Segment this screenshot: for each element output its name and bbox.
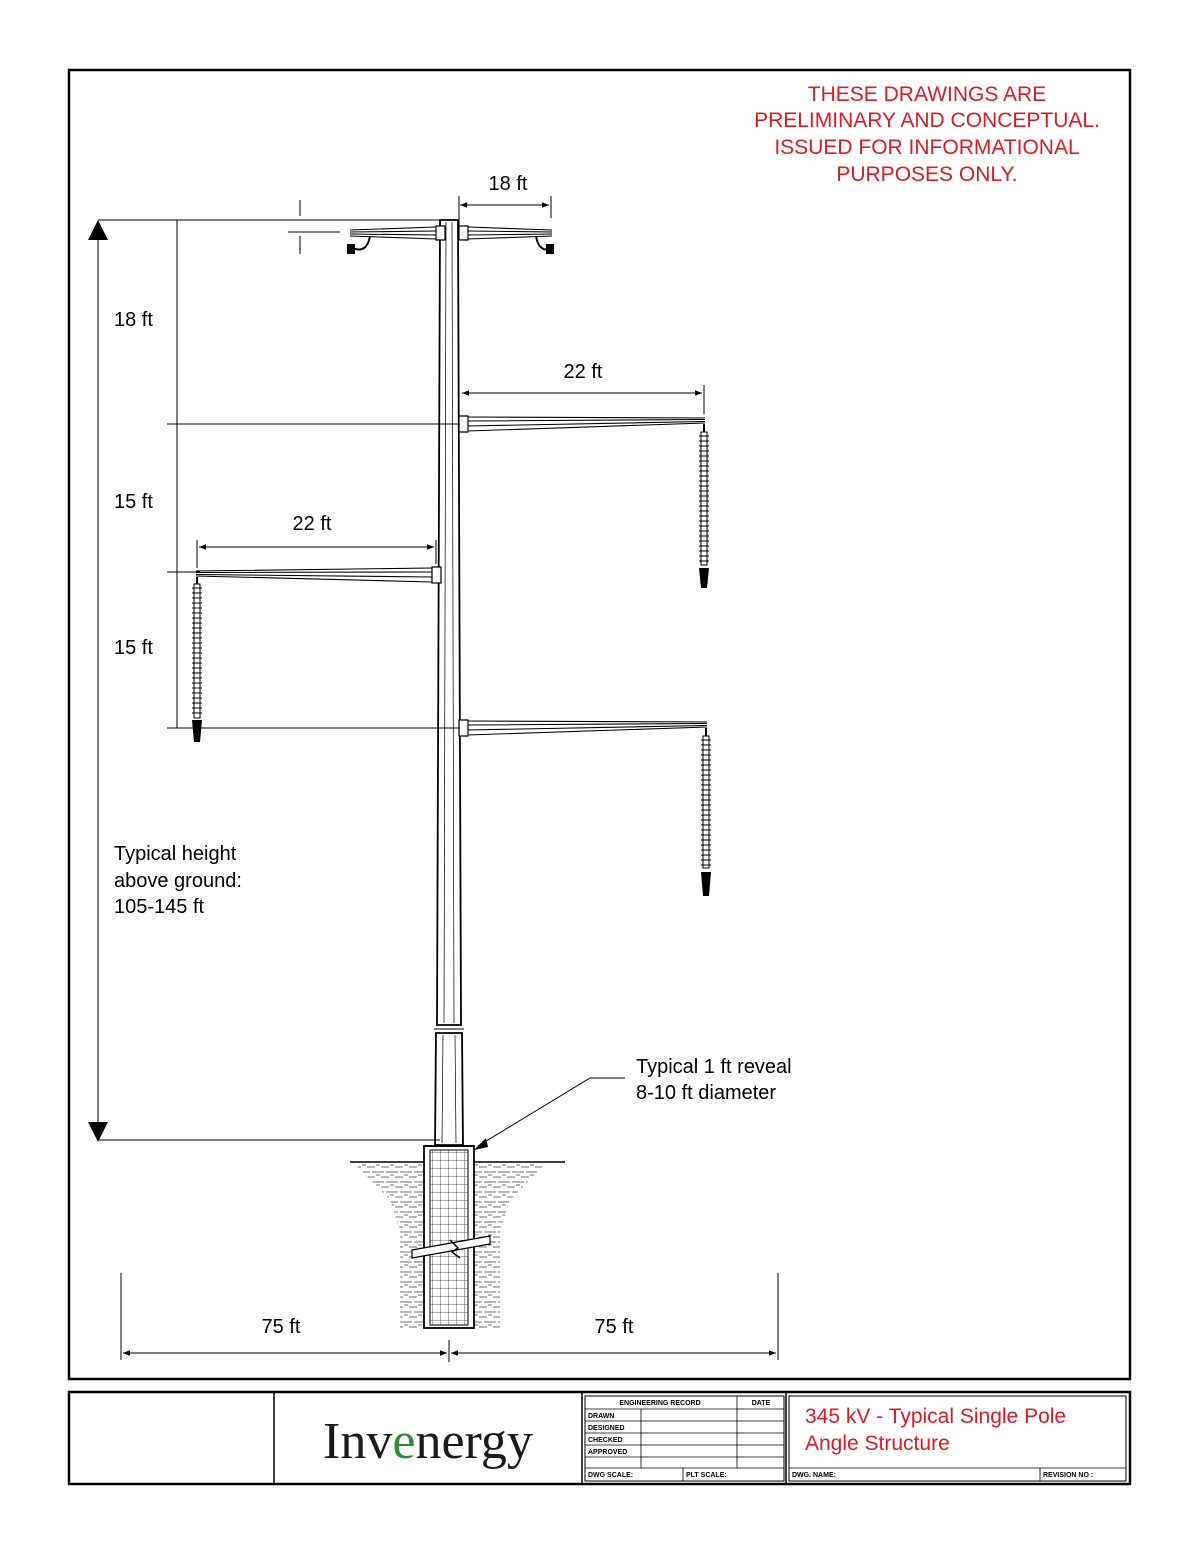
foundation-note-line-1: Typical 1 ft reveal [636,1056,792,1078]
notice-line-2: PRELIMINARY AND CONCEPTUAL. [754,109,1100,132]
lower-spacing-label: 15 ft [114,637,153,659]
leader-arrowhead [474,1138,488,1150]
top-arm-width-label: 18 ft [488,173,528,195]
notice-line-4: PURPOSES ONLY. [836,163,1018,186]
foundation-note [636,1056,792,1104]
lower-right-arm [459,720,711,896]
height-arrow-top [88,220,108,240]
logo-suffix: nergy [415,1413,533,1470]
height-note-line-2: above ground: [114,870,242,892]
notice-line-1: THESE DRAWINGS ARE [807,83,1047,106]
top-spacing-label: 18 ft [114,309,153,331]
engineering-record-label: ENGINEERING RECORD [619,1400,701,1407]
height-note-line-1: Typical height [114,843,237,865]
drawing-title-line-2: Angle Structure [805,1432,950,1455]
foundation [350,1146,565,1330]
approved-label: APPROVED [588,1449,628,1456]
left-clearance-label: 75 ft [261,1316,301,1338]
dwg-name-label: DWG. NAME: [792,1472,836,1479]
company-logo [323,1413,533,1470]
height-note [114,843,242,918]
drawing-title-line-1: 345 kV - Typical Single Pole [805,1405,1067,1428]
drawn-label: DRAWN [588,1413,615,1420]
plt-scale-label: PLT SCALE: [686,1472,727,1479]
upper-right-arm-width-label: 22 ft [563,361,603,383]
height-arrow-bottom [88,1122,108,1142]
date-label: DATE [751,1400,771,1407]
designed-label: DESIGNED [588,1425,625,1432]
height-note-line-3: 105-145 ft [114,896,205,918]
revision-label: REVISION NO : [1043,1472,1094,1479]
preliminary-notice [754,83,1100,186]
title-block [69,1392,1130,1484]
right-clearance-label: 75 ft [594,1316,634,1338]
logo-prefix: Inv [323,1413,393,1470]
middle-spacing-label: 15 ft [114,491,153,513]
dwg-scale-label: DWG SCALE: [588,1472,634,1479]
foundation-note-line-2: 8-10 ft diameter [636,1082,777,1104]
upper-right-arm [459,416,709,588]
steel-pole [434,220,464,1145]
left-arm-width-label: 22 ft [292,513,332,535]
notice-line-3: ISSUED FOR INFORMATIONAL [774,136,1080,159]
logo-accent: e [392,1413,416,1470]
checked-label: CHECKED [588,1437,623,1444]
left-arm [192,567,441,742]
